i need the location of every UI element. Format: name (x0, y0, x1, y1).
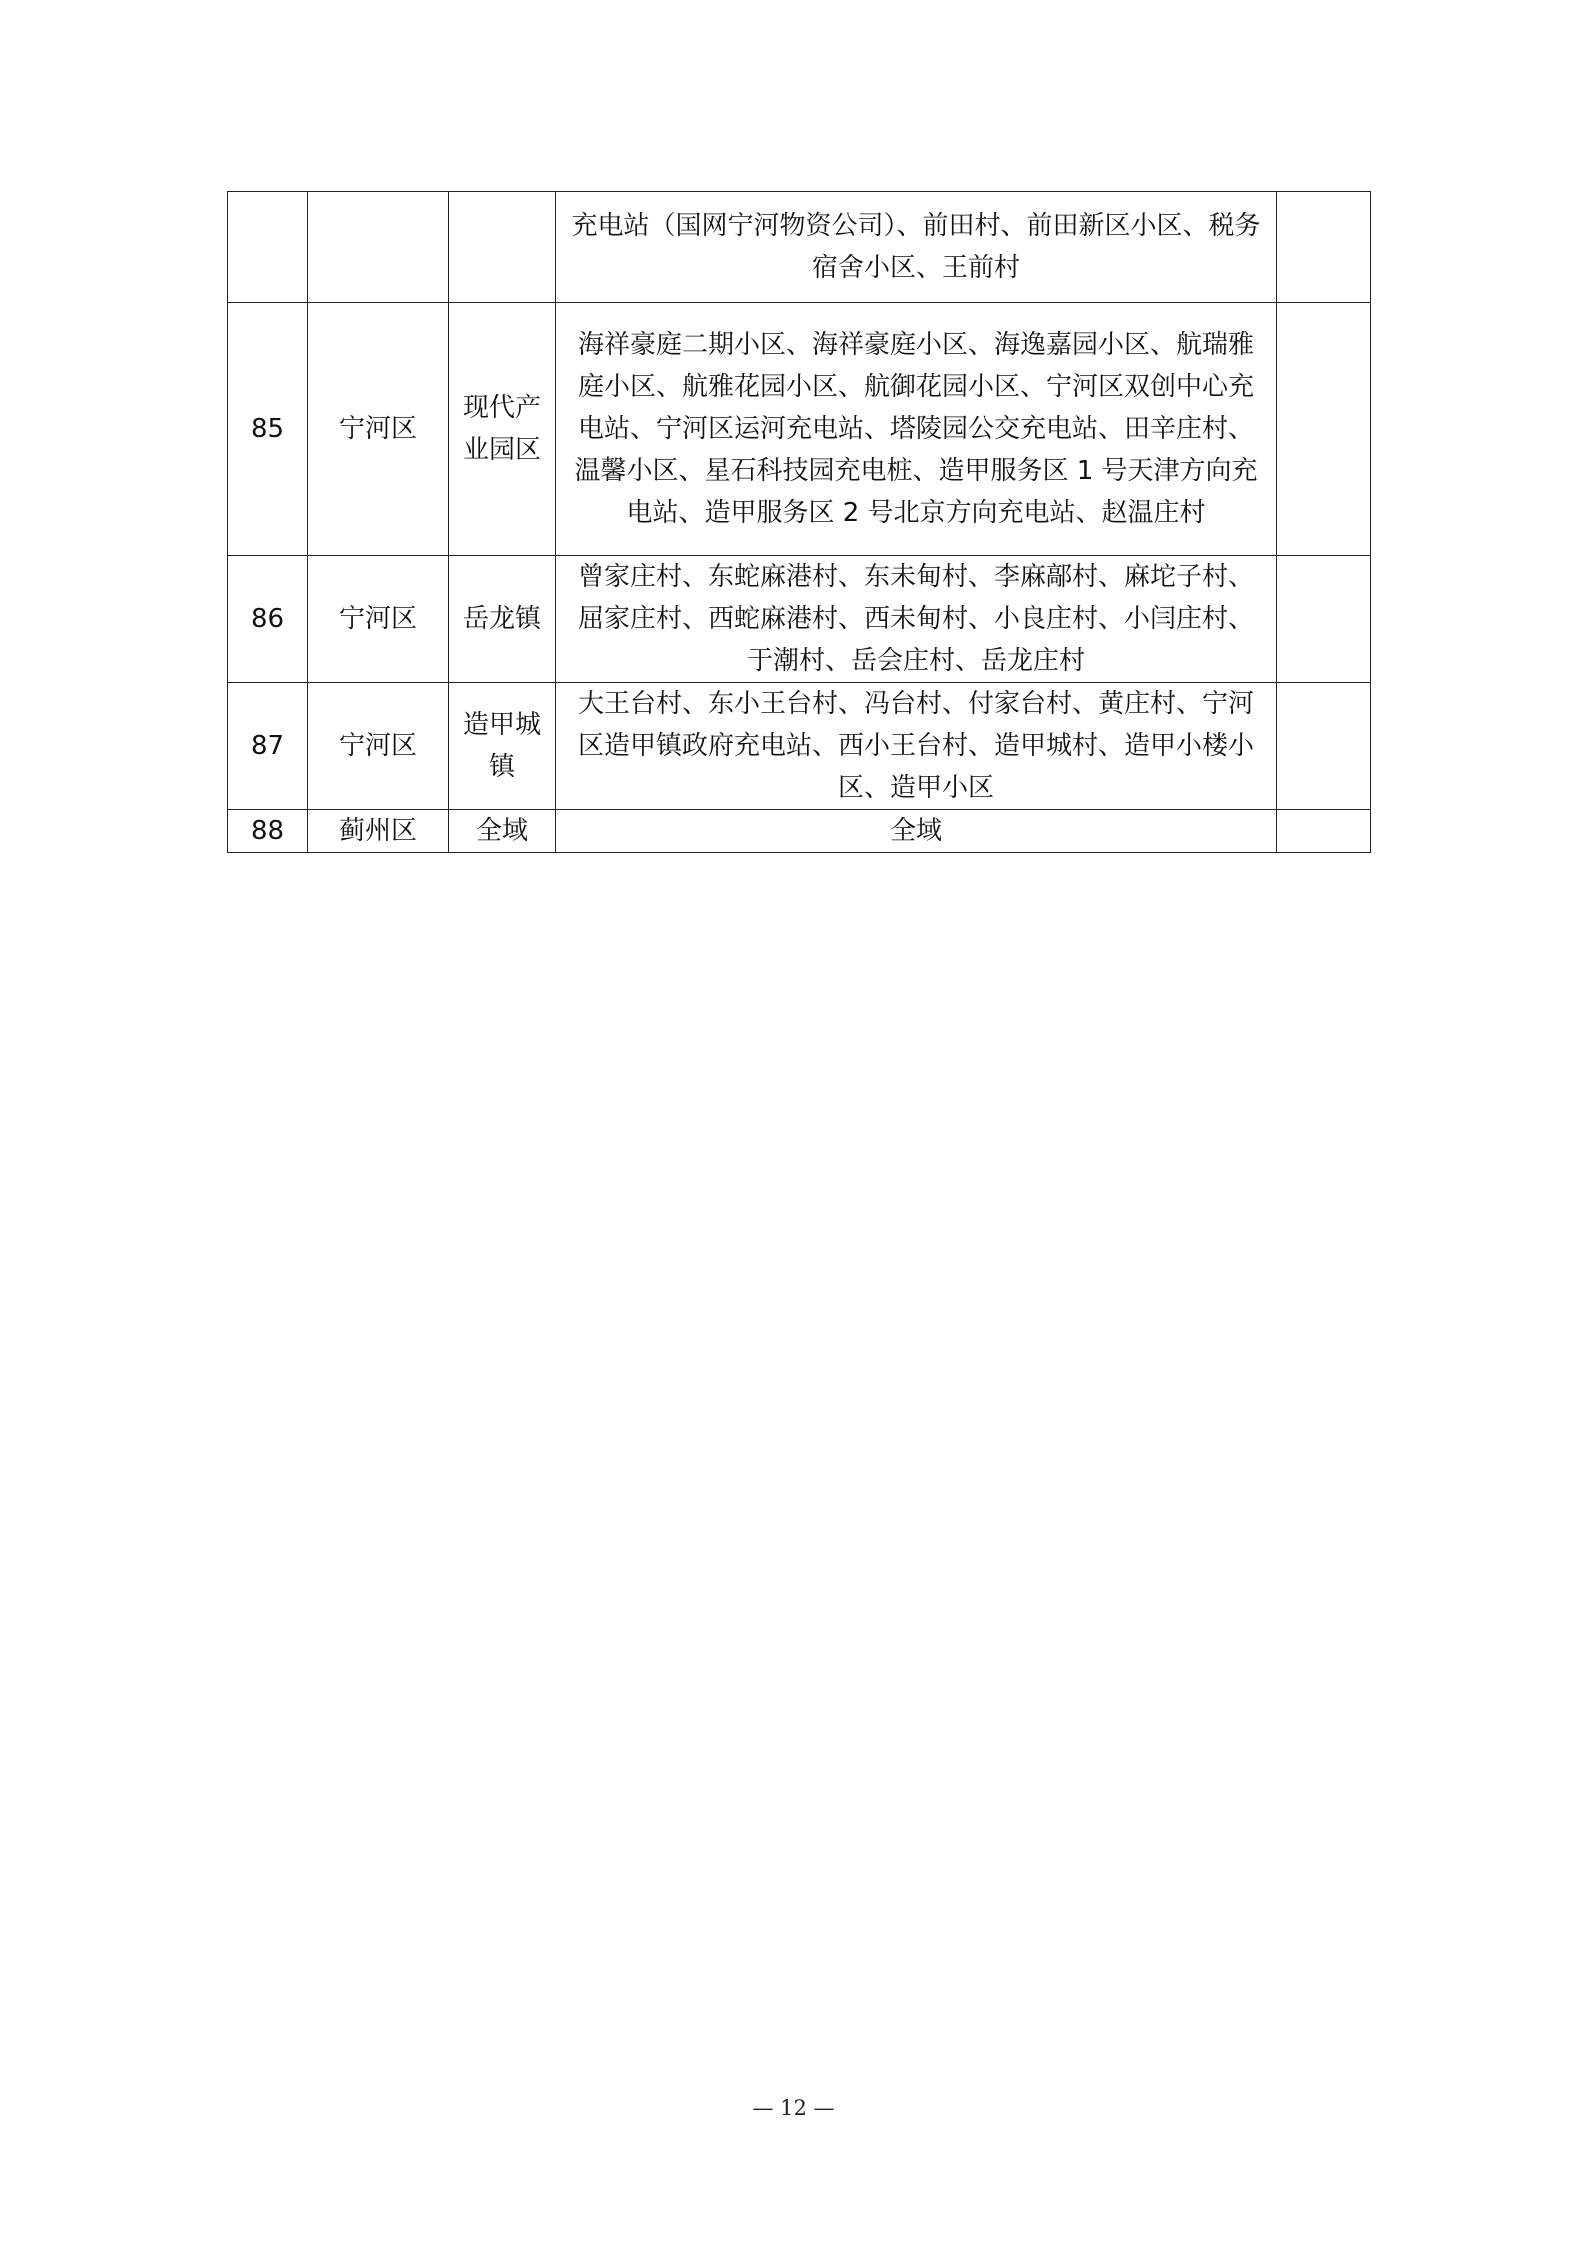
towns-cell: 大王台村、东小王台村、冯台村、付家台村、黄庄村、宁河区造甲镇政府充电站、西小王台村、造甲城村、造甲小楼小区、造甲小区 (556, 683, 1277, 810)
table-row (228, 810, 1371, 853)
row-number: 88 (228, 810, 308, 853)
page-number: — 12 — (752, 2096, 835, 2120)
station-table (227, 191, 1371, 853)
district-cell (308, 192, 449, 303)
area-cell: 现代产业园区 (449, 303, 556, 556)
row-number: 85 (228, 303, 308, 556)
remark-cell (1277, 810, 1371, 853)
area-cell (449, 192, 556, 303)
remark-cell (1277, 683, 1371, 810)
area-cell: 全域 (449, 810, 556, 853)
towns-cell: 充电站（国网宁河物资公司）、前田村、前田新区小区、税务宿舍小区、王前村 (556, 192, 1277, 303)
area-cell: 造甲城镇 (449, 683, 556, 810)
district-cell: 宁河区 (308, 683, 449, 810)
district-cell: 蓟州区 (308, 810, 449, 853)
remark-cell (1277, 192, 1371, 303)
table-row (228, 192, 1371, 303)
towns-cell: 曾家庄村、东蛇麻港村、东未甸村、李麻鄗村、麻坨子村、屈家庄村、西蛇麻港村、西未甸村、小良庄村、小闫庄村、于潮村、岳会庄村、岳龙庄村 (556, 556, 1277, 683)
district-cell: 宁河区 (308, 303, 449, 556)
table-row (228, 303, 1371, 556)
row-number: 86 (228, 556, 308, 683)
table-row (228, 556, 1371, 683)
table-row (228, 683, 1371, 810)
towns-cell: 海祥豪庭二期小区、海祥豪庭小区、海逸嘉园小区、航瑞雅庭小区、航雅花园小区、航御花园小区、宁河区双创中心充电站、宁河区运河充电站、塔陵园公交充电站、田辛庄村、温馨小区、星石科技园充电桩、造甲服务区 1 号天津方向充电站、造甲服务区 2 号北京方向充电站、赵温庄村 (556, 303, 1277, 556)
district-cell: 宁河区 (308, 556, 449, 683)
remark-cell (1277, 556, 1371, 683)
area-cell: 岳龙镇 (449, 556, 556, 683)
row-number: 87 (228, 683, 308, 810)
remark-cell (1277, 303, 1371, 556)
row-number (228, 192, 308, 303)
towns-cell: 全域 (556, 810, 1277, 853)
